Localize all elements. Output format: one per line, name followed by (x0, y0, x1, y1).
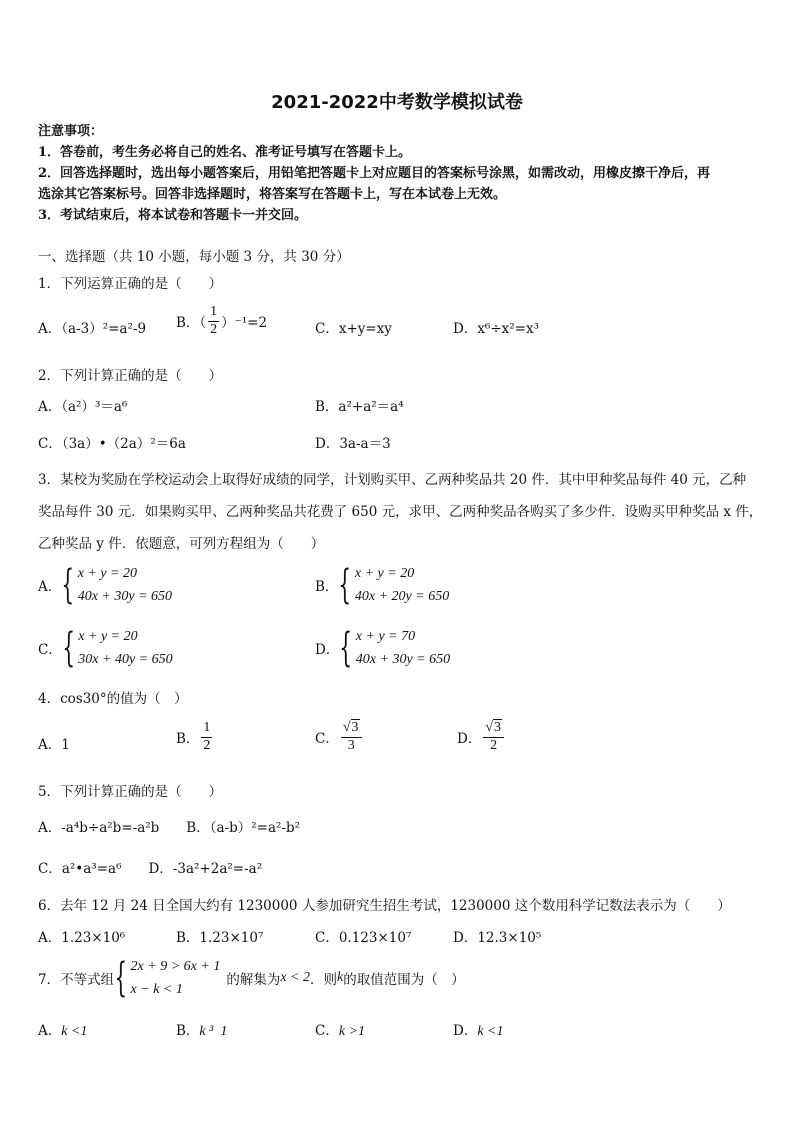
fraction-numerator: 1 (201, 721, 212, 738)
q1-option-d: D．x⁶÷x²=x³ (453, 321, 540, 337)
q4-option-d (457, 721, 506, 753)
question-6-stem: 6．去年 12 月 24 日全国大约有 1230000 人参加研究生招生考试，1230000 这个数用科学记数法表示为（ ） (38, 898, 731, 914)
fraction (483, 721, 504, 753)
fraction-denominator: 3 (347, 737, 355, 753)
page-title: 2021-2022中考数学模拟试卷 (271, 92, 523, 113)
q1-option-b (176, 305, 267, 337)
left-brace-icon: { (114, 955, 128, 1001)
equation-system (62, 625, 173, 671)
inequality: x − k < 1 (130, 982, 183, 997)
fraction (341, 721, 362, 753)
equation-system (61, 562, 172, 608)
q1-option-a: A．（a-3）²=a²-9 (38, 321, 147, 337)
option-label: C． (315, 731, 339, 748)
q1-option-c: C．x+y=xy (315, 321, 392, 337)
left-brace-icon: { (62, 625, 75, 671)
question-3-line: 3．某校为奖励在学校运动会上取得好成绩的同学，计划购买甲、乙两种奖品共 20 件．其中甲种奖品每件 40 元，乙种 (38, 472, 747, 488)
fraction-denominator: 2 (210, 321, 218, 337)
fraction-numerator (483, 721, 504, 738)
option-label: D． (457, 731, 482, 748)
equation: 40x + 30y = 650 (355, 652, 451, 667)
q7-condition: x < 2 (280, 970, 310, 985)
option-label: C． (38, 642, 62, 658)
left-brace-icon: { (339, 625, 353, 671)
q7-suffix: ．则 (310, 972, 337, 988)
question-7-stem (38, 955, 465, 1001)
option-label: C． (315, 1023, 339, 1039)
q3-option-c (38, 625, 173, 671)
option-label: D． (315, 642, 340, 658)
equation: x + y = 20 (78, 629, 138, 644)
notice-item: 3．考试结束后，将本试卷和答题卡一并交回。 (38, 208, 308, 223)
section-heading: 一、选择题（共 10 小题，每小题 3 分，共 30 分） (38, 249, 350, 265)
option-math: k ³ 1 (199, 1024, 228, 1039)
equation: x + y = 20 (77, 566, 138, 581)
q1-b-suffix: ）⁻¹=2 (221, 315, 268, 332)
fraction-denominator: 2 (490, 737, 498, 753)
equation-system (338, 562, 449, 608)
q3-option-d (315, 625, 450, 671)
q5-options-ab: A．-a⁴b÷a²b=-a²b B．（a-b）²=a²-b² (38, 820, 301, 836)
q6-option-c: C．0.123×10⁷ (315, 930, 412, 946)
fraction-numerator: 1 (208, 305, 219, 322)
inequality: 2x + 9 > 6x + 1 (130, 959, 221, 974)
q6-option-b: B．1.23×10⁷ (176, 930, 264, 946)
q7-option-c (315, 1019, 365, 1040)
q3-option-a (38, 562, 172, 608)
option-label: A． (38, 1023, 62, 1039)
equation: 40x + 30y = 650 (77, 589, 173, 604)
q3-option-b (315, 562, 449, 608)
q2-option-d: D．3a-a＝3 (315, 436, 391, 452)
q2-option-a: A．（a²）³＝a⁶ (38, 399, 128, 415)
q2-option-c: C．（3a）•（2a）²＝6a (38, 436, 186, 452)
q4-option-a: A．1 (38, 737, 70, 753)
option-label: D． (453, 1023, 478, 1039)
sqrt-icon: √3 (342, 720, 359, 735)
option-math: k <1 (61, 1024, 88, 1039)
inequality-system (114, 955, 220, 1001)
q4-option-b (176, 721, 214, 753)
equation: x + y = 70 (355, 629, 416, 644)
q7-option-b (176, 1019, 227, 1040)
fraction-denominator: 2 (203, 737, 211, 753)
q6-option-a: A．1.23×10⁶ (38, 930, 126, 946)
notice-item: 2．回答选择题时，选出每小题答案后，用铅笔把答题卡上对应题目的答案标号涂黑，如需改动，用橡皮擦干净后，再 (38, 166, 711, 181)
option-label: B． (176, 1023, 200, 1039)
notice-item: 1．答卷前，考生务必将自己的姓名、准考证号填写在答题卡上。 (38, 145, 412, 160)
question-3-line: 奖品每件 30 元．如果购买甲、乙两种奖品共花费了 650 元，求甲、乙两种奖品各购买了多少件．设购买甲种奖品 x 件， (38, 504, 763, 520)
q7-option-d (453, 1019, 504, 1040)
question-2-stem: 2．下列计算正确的是（ ） (38, 368, 223, 384)
option-label: B． (176, 731, 200, 748)
q1-b-prefix: B．（ (176, 315, 207, 332)
q7-k: k (337, 970, 344, 985)
fraction-numerator (341, 721, 362, 738)
option-math: k >1 (338, 1024, 366, 1039)
q7-middle: 的解集为 (226, 972, 281, 988)
left-brace-icon: { (338, 562, 352, 608)
fraction (201, 721, 212, 753)
q4-option-c (315, 721, 364, 753)
equation: 30x + 40y = 650 (78, 652, 173, 667)
question-5-stem: 5．下列计算正确的是（ ） (38, 784, 223, 800)
option-label: B． (315, 579, 339, 595)
question-3-line: 乙种奖品 y 件．依题意，可列方程组为（ ） (38, 536, 325, 552)
q6-option-d: D．12.3×10⁵ (453, 930, 542, 946)
equation: x + y = 20 (354, 566, 415, 581)
equation: 40x + 20y = 650 (354, 589, 450, 604)
q7-option-a (38, 1019, 87, 1040)
notice-heading: 注意事项： (38, 124, 104, 139)
left-brace-icon: { (61, 562, 75, 608)
option-math: k <1 (477, 1024, 504, 1039)
equation-system (339, 625, 450, 671)
radicand: 3 (494, 720, 502, 735)
q2-option-b: B．a²+a²＝a⁴ (315, 399, 404, 415)
notice-item: 选涂其它答案标号。回答非选择题时，将答案写在答题卡上，写在本试卷上无效。 (38, 187, 507, 202)
sqrt-icon: √3 (485, 720, 502, 735)
q5-options-cd: C．a²•a³=a⁶ D．-3a²+2a²=-a² (38, 861, 263, 877)
option-label: A． (38, 579, 62, 595)
question-4-stem: 4．cos30°的值为（ ） (38, 691, 188, 707)
q7-suffix: 的取值范围为（ ） (343, 972, 465, 988)
q7-prefix: 7．不等式组 (38, 972, 115, 988)
q1-b-fraction (208, 305, 219, 337)
radicand: 3 (351, 720, 359, 735)
question-1-stem: 1．下列运算正确的是（ ） (38, 276, 223, 292)
